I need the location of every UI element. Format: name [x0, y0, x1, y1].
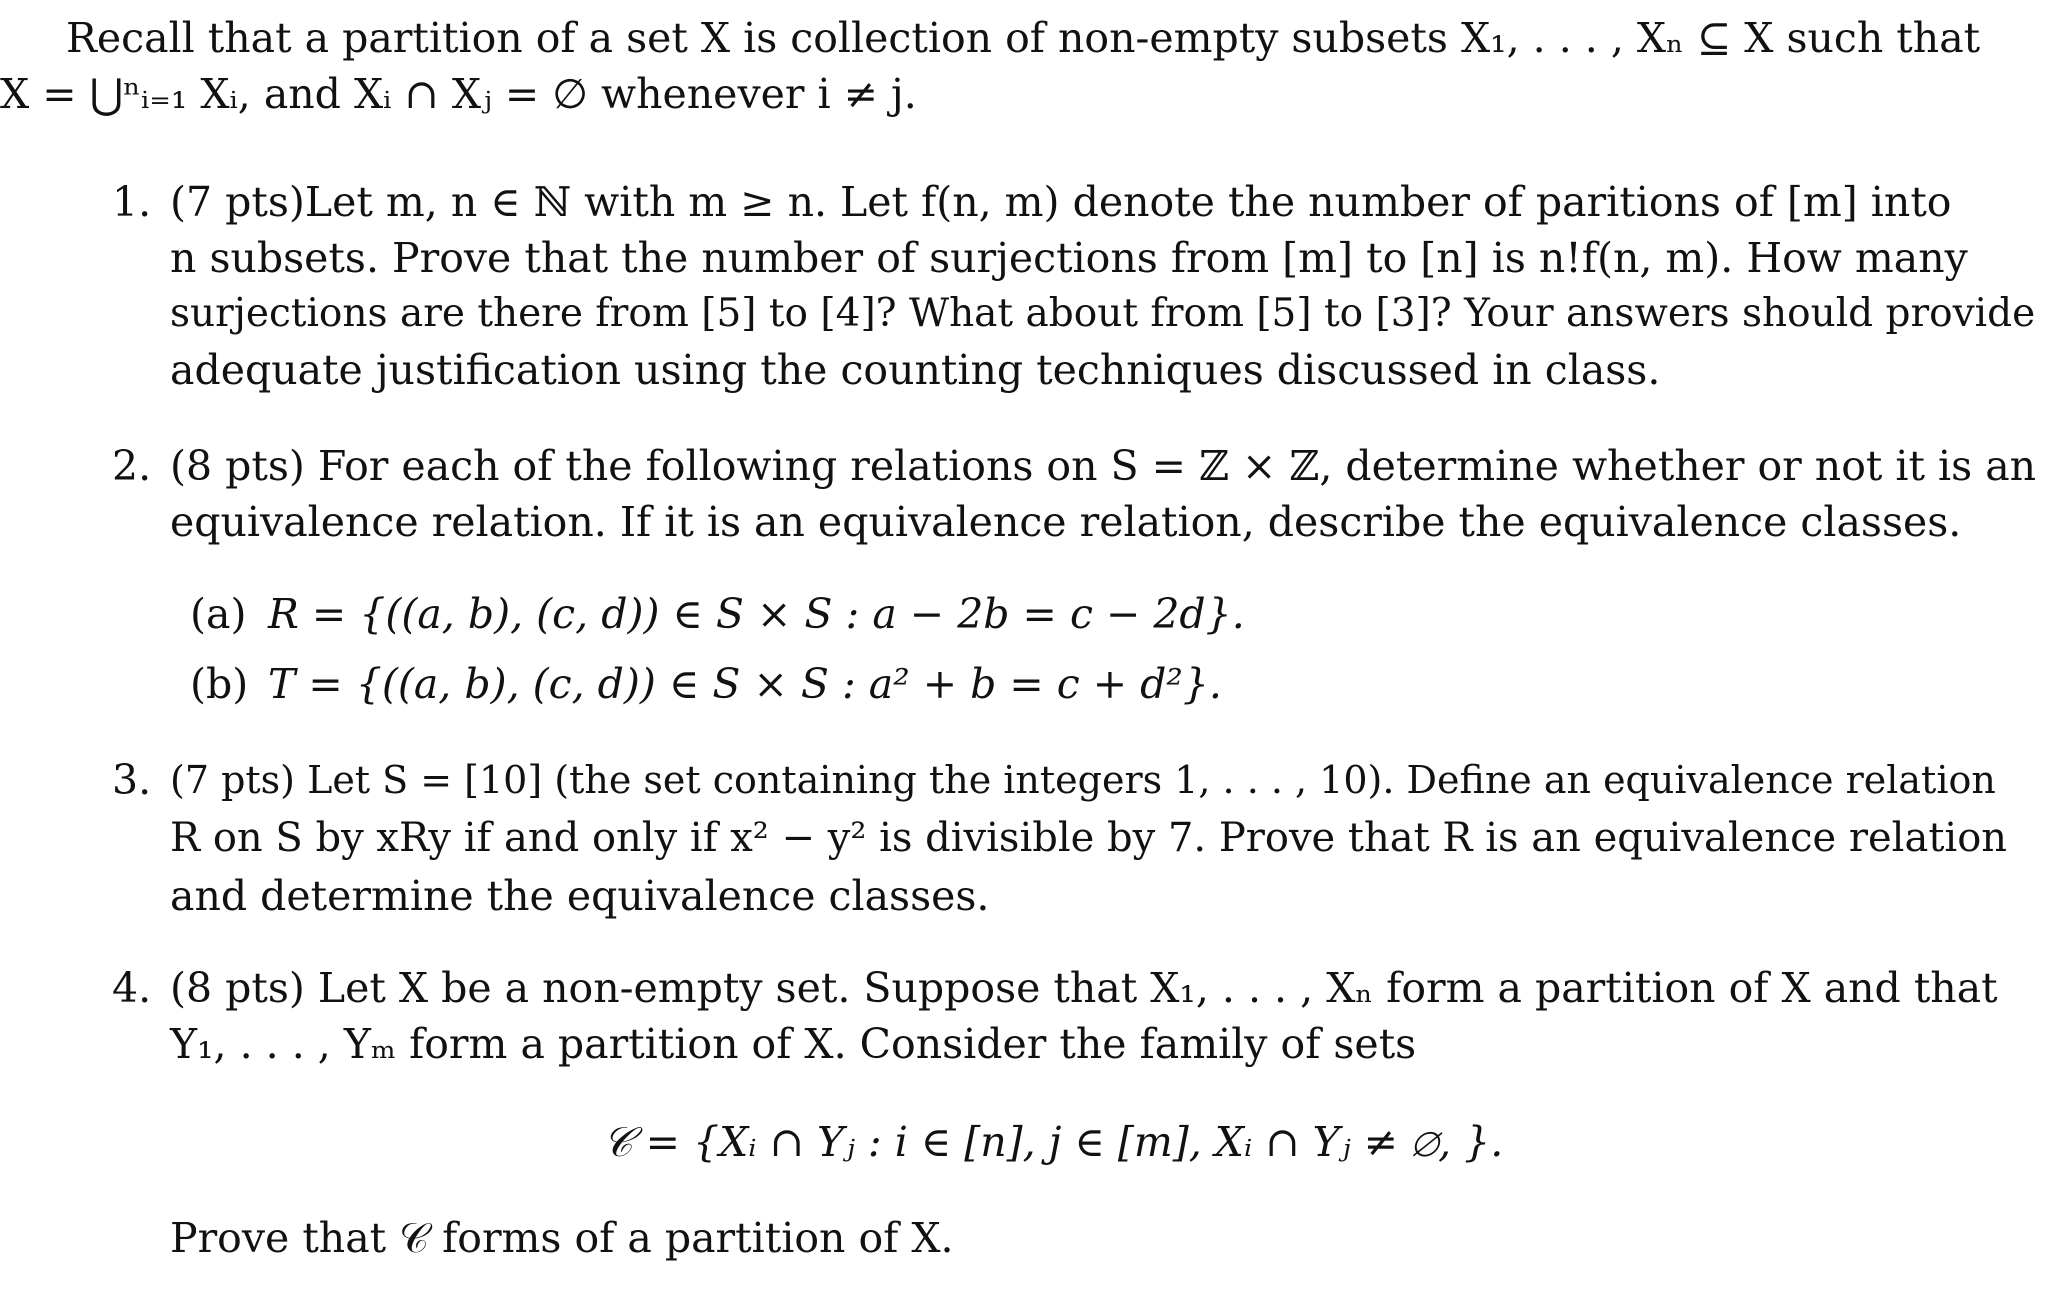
- problem-3-line-3: and determine the equivalence classes.: [170, 872, 990, 920]
- problem-4-display-equation: 𝒞 = {Xᵢ ∩ Yⱼ : i ∈ [n], j ∈ [m], Xᵢ ∩ Yⱼ ≠ ∅, }.: [602, 1118, 1504, 1166]
- intro-line-1: Recall that a partition of a set X is collection of non-empty subsets X₁, . . . , Xₙ ⊆ X such that: [66, 14, 1981, 62]
- problem-2-line-2: equivalence relation. If it is an equivalence relation, describe the equivalence classes.: [170, 498, 1962, 546]
- problem-1-line-4: adequate justification using the counting techniques discussed in class.: [170, 346, 1661, 394]
- problem-4-line-1: (8 pts) Let X be a non-empty set. Suppose that X₁, . . . , Xₙ form a partition of X and that: [170, 964, 1998, 1012]
- problem-1-line-2: n subsets. Prove that the number of surjections from [m] to [n] is n!f(n, m). How many: [170, 234, 1968, 282]
- problem-2a-text: R = {((a, b), (c, d)) ∈ S × S : a − 2b = c − 2d}.: [268, 590, 1245, 638]
- problem-4-conclusion: Prove that 𝒞 forms of a partition of X.: [170, 1214, 954, 1262]
- problem-2b-label: (b): [190, 660, 249, 708]
- problem-1-line-3: surjections are there from [5] to [4]? What about from [5] to [3]? Your answers should provide: [170, 291, 2036, 336]
- problem-1-line-1: (7 pts)Let m, n ∈ ℕ with m ≥ n. Let f(n, m) denote the number of paritions of [m] into: [170, 178, 1952, 226]
- problem-2a-label: (a): [190, 590, 247, 638]
- problem-2b-text: T = {((a, b), (c, d)) ∈ S × S : a² + b = c + d²}.: [268, 660, 1222, 708]
- problem-3-line-1: (7 pts) Let S = [10] (the set containing the integers 1, . . . , 10). Define an equivalence relation: [170, 758, 1996, 802]
- problem-2-number: 2.: [112, 442, 152, 490]
- problem-4-number: 4.: [112, 964, 152, 1012]
- problem-3-number: 3.: [112, 756, 152, 804]
- problem-4-line-2: Y₁, . . . , Yₘ form a partition of X. Consider the family of sets: [170, 1020, 1417, 1068]
- problem-1-number: 1.: [112, 178, 152, 226]
- problem-3-line-2: R on S by xRy if and only if x² − y² is divisible by 7. Prove that R is an equivalence relation: [170, 815, 2008, 861]
- intro-line-2: X = ⋃ⁿᵢ₌₁ Xᵢ, and Xᵢ ∩ Xⱼ = ∅ whenever i ≠ j.: [0, 70, 917, 118]
- problem-2-line-1: (8 pts) For each of the following relations on S = ℤ × ℤ, determine whether or not it is an: [170, 442, 2037, 490]
